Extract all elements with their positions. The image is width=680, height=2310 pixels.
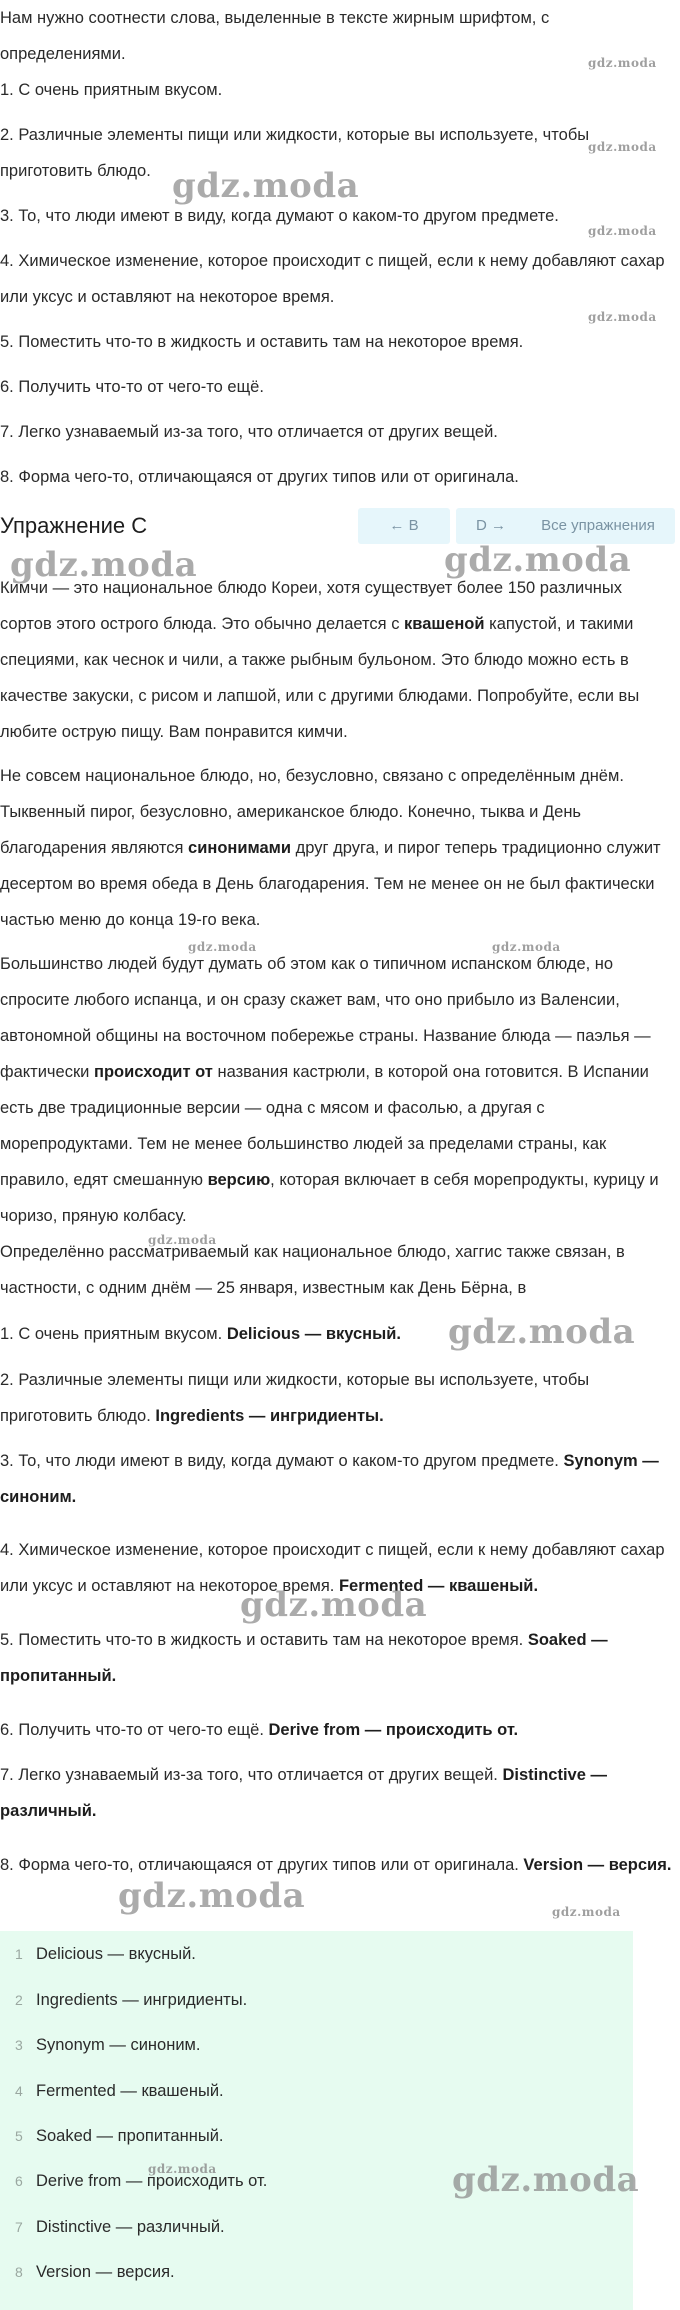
answer-item-1: 1 Delicious — вкусный.	[15, 1945, 196, 1963]
definition-1: 1. С очень приятным вкусом.	[0, 81, 223, 99]
answer-list-box	[0, 1931, 633, 2310]
match-2: 2. Различные элементы пищи или жидкости, которые вы используете, чтобы приготовить блюдо. Ingredients — ингридиенты.	[0, 1371, 590, 1425]
watermark: gdz.moda	[10, 545, 198, 585]
answer-item-8: 8 Version — версия.	[15, 2263, 175, 2281]
bold-word-fermented: квашеной	[404, 615, 485, 633]
prev-exercise-button[interactable]: ← B	[358, 508, 450, 544]
answer-item-2: 2 Ingredients — ингридиенты.	[15, 1991, 248, 2009]
match-8: 8. Форма чего-то, отличающаяся от других типов или от оригинала. Version — версия.	[0, 1856, 672, 1874]
definition-4: 4. Химическое изменение, которое происходит с пищей, если к нему добавляют сахар или уксус и оставляют на некоторое время.	[0, 252, 665, 306]
text-paragraph-kimchi: Кимчи — это национальное блюдо Кореи, хотя существует более 150 различных сортов этого острого блюда. Это обычно делается с квашеной капустой, и такими специями, как чеснок и чили, а также рыбным бульоном. Это блюдо можно есть в качестве закуски, с рисом и лапшой, или с другими блюдами. Попробуйте, если вы любите острую пищу. Вам понравится кимчи.	[0, 579, 640, 741]
definition-2: 2. Различные элементы пищи или жидкости, которые вы используете, чтобы приготовить блюдо.	[0, 126, 590, 180]
watermark: gdz.moda	[188, 940, 257, 954]
definition-3: 3. То, что люди имеют в виду, когда думают о каком-то другом предмете.	[0, 207, 559, 225]
bold-word-derive-from: происходит от	[93, 1063, 213, 1081]
next-exercise-button[interactable]: D →	[456, 508, 526, 544]
bold-word-synonyms: синонимами	[188, 839, 292, 857]
watermark: gdz.moda	[552, 1905, 621, 1919]
bold-word-version: версию	[207, 1171, 271, 1189]
match-3: 3. То, что люди имеют в виду, когда думают о каком-то другом предмете. Synonym — синоним.	[0, 1452, 659, 1506]
watermark: gdz.moda	[588, 140, 657, 154]
watermark: gdz.moda	[148, 1233, 217, 1247]
answer-item-6: 6 Derive from — происходить от.	[15, 2172, 268, 2190]
exercise-title: Упражнение C	[0, 513, 148, 538]
watermark: gdz.moda	[240, 1585, 428, 1625]
task-text: Нам нужно соотнести слова, выделенные в тексте жирным шрифтом, с определениями.	[0, 9, 550, 63]
watermark: gdz.moda	[492, 940, 561, 954]
text-paragraph-paella: Большинство людей будут думать об этом как о типичном испанском блюде, но спросите любого испанца, и он сразу скажет вам, что оно прибыло из Валенсии, автономной общины на восточном побережье страны. Название блюда — паэлья — фактически происходит от названия кастрюли, в которой она готовится. В Испании есть две традиционные версии — одна с мясом и фасолью, а другая с морепродуктами. Тем не менее большинство людей за пределами страны, как правило, едят смешанную версию, которая включает в себя морепродукты, курицу и чоризо, пряную колбасу.	[0, 955, 659, 1225]
watermark: gdz.moda	[448, 1312, 636, 1352]
definition-7: 7. Легко узнаваемый из-за того, что отличается от других вещей.	[0, 423, 498, 441]
match-5: 5. Поместить что-то в жидкость и оставить там на некоторое время. Soaked — пропитанный.	[0, 1631, 608, 1685]
watermark: gdz.moda	[588, 56, 657, 70]
watermark: gdz.moda	[588, 310, 657, 324]
definition-6: 6. Получить что-то от чего-то ещё.	[0, 378, 264, 396]
watermark: gdz.moda	[444, 540, 632, 580]
text-paragraph-haggis: Определённо рассматриваемый как национальное блюдо, хаггис также связан, в частности, с одним днём — 25 января, известным как День Бёрна, в	[0, 1243, 625, 1297]
answer-item-7: 7 Distinctive — различный.	[15, 2218, 225, 2236]
definition-5: 5. Поместить что-то в жидкость и оставить там на некоторое время.	[0, 333, 524, 351]
match-6: 6. Получить что-то от чего-то ещё. Derive from — происходить от.	[0, 1721, 519, 1739]
match-1: 1. С очень приятным вкусом. Delicious — вкусный.	[0, 1325, 401, 1343]
match-4: 4. Химическое изменение, которое происходит с пищей, если к нему добавляют сахар или уксус и оставляют на некоторое время. Fermented — квашеный.	[0, 1541, 665, 1595]
watermark: gdz.moda	[452, 2160, 640, 2200]
watermark: gdz.moda	[588, 224, 657, 238]
answer-item-4: 4 Fermented — квашеный.	[15, 2082, 224, 2100]
all-exercises-button[interactable]: Все упражнения	[521, 508, 675, 544]
watermark: gdz.moda	[148, 2162, 217, 2176]
match-7: 7. Легко узнаваемый из-за того, что отличается от других вещей. Distinctive — различный.	[0, 1766, 607, 1820]
answer-item-3: 3 Synonym — синоним.	[15, 2036, 201, 2054]
text-paragraph-pumpkin-pie: Не совсем национальное блюдо, но, безусловно, связано с определённым днём. Тыквенный пирог, безусловно, американское блюдо. Конечно, тыква и День благодарения являются синонимами друг друга, и пирог теперь традиционно служит десертом во время обеда в День благодарения. Тем не менее он не был фактически частью меню до конца 19-го века.	[0, 767, 661, 929]
answer-item-5: 5 Soaked — пропитанный.	[15, 2127, 224, 2145]
watermark: gdz.moda	[118, 1876, 306, 1916]
definition-8: 8. Форма чего-то, отличающаяся от других типов или от оригинала.	[0, 468, 519, 486]
watermark: gdz.moda	[172, 166, 360, 206]
